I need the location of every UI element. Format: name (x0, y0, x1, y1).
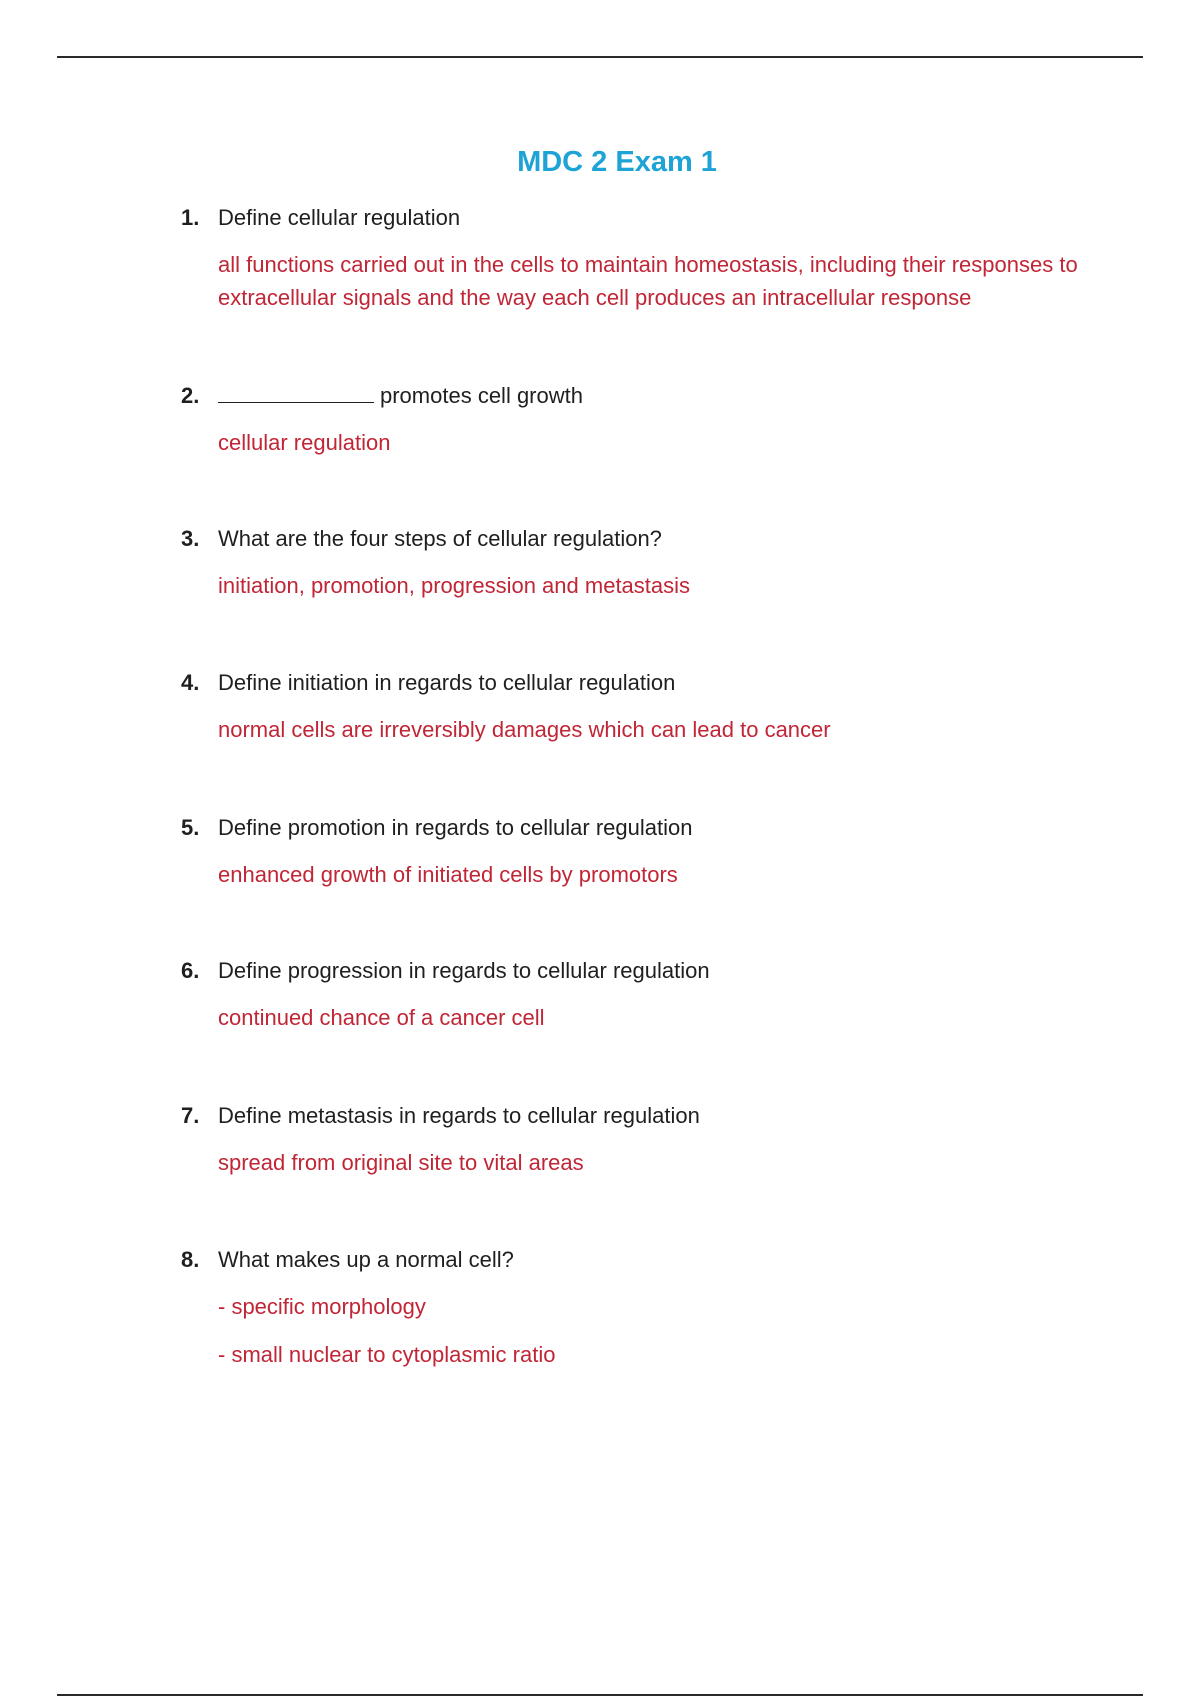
question-5 (181, 813, 1081, 891)
question-2 (181, 381, 1081, 459)
question-number: 2. (181, 383, 200, 408)
answer-text: normal cells are irreversibly damages which can lead to cancer (218, 717, 831, 742)
question-number: 7. (181, 1103, 200, 1128)
question-7 (181, 1101, 1081, 1179)
question-prompt: What are the four steps of cellular regulation? (218, 526, 662, 551)
answer-text: spread from original site to vital areas (218, 1150, 584, 1175)
bottom-rule (57, 1694, 1143, 1696)
question-number: 4. (181, 670, 200, 695)
answer-text: initiation, promotion, progression and metastasis (218, 573, 691, 598)
answer-text: cellular regulation (218, 430, 391, 455)
top-rule (57, 56, 1143, 58)
question-prompt: promotes cell growth (380, 383, 583, 408)
question-number: 6. (181, 958, 200, 983)
fill-in-blank (218, 384, 374, 403)
answer-text: enhanced growth of initiated cells by promotors (218, 862, 678, 887)
question-number: 8. (181, 1247, 200, 1272)
answer-text: continued chance of a cancer cell (218, 1005, 545, 1030)
question-prompt: What makes up a normal cell? (218, 1247, 514, 1272)
question-prompt: Define initiation in regards to cellular regulation (218, 670, 676, 695)
question-8 (181, 1245, 1081, 1371)
question-number: 1. (181, 205, 200, 230)
question-1 (181, 203, 1081, 314)
answer-text: all functions carried out in the cells to maintain homeostasis, including their responses to extracellular signals and the way each cell produces an intracellular response (218, 252, 1078, 310)
question-prompt: Define promotion in regards to cellular regulation (218, 815, 693, 840)
question-4 (181, 668, 1081, 746)
question-number: 3. (181, 526, 200, 551)
answer-text: - small nuclear to cytoplasmic ratio (218, 1342, 556, 1367)
question-6 (181, 956, 1081, 1034)
question-prompt: Define progression in regards to cellular regulation (218, 958, 710, 983)
answer-text: - specific morphology (218, 1294, 426, 1319)
question-number: 5. (181, 815, 200, 840)
question-prompt: Define cellular regulation (218, 205, 461, 230)
question-3 (181, 524, 1081, 602)
page-title: MDC 2 Exam 1 (517, 146, 717, 178)
question-prompt: Define metastasis in regards to cellular regulation (218, 1103, 700, 1128)
